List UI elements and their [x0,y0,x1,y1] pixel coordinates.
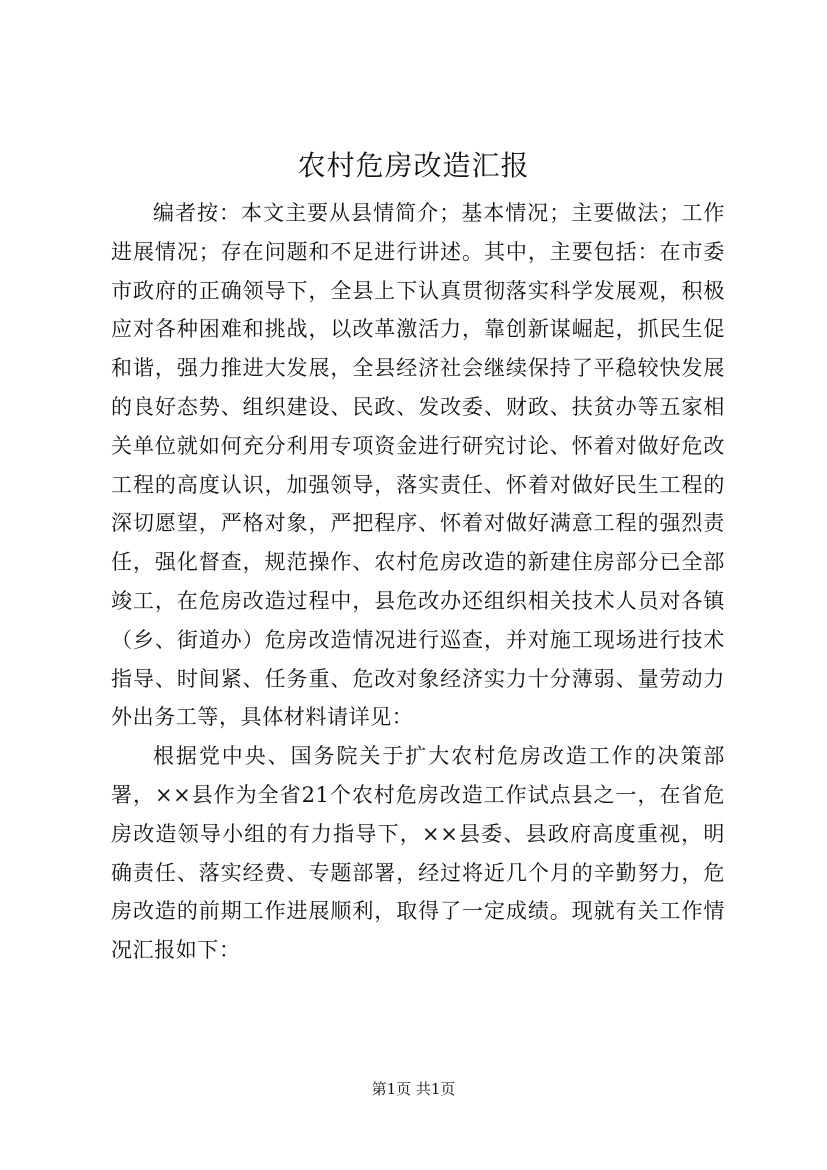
page-footer [0,1079,827,1099]
paragraph-intro: 根据党中央、国务院关于扩大农村危房改造工作的决策部署，××县作为全省21个农村危房改造工作试点县之一，在省危房改造领导小组的有力指导下，××县委、县政府高度重视，明确责任、落实经费、专题部署，经过将近几个月的辛勤努力，危房改造的前期工作进展顺利，取得了一定成绩。现就有关工作情况汇报如下： [111,744,725,963]
document-body [111,194,725,970]
document-title: 农村危房改造汇报 [297,149,530,182]
paragraph-editor-note: 编者按：本文主要从县情简介；基本情况；主要做法；工作进展情况；存在问题和不足进行讲述。其中，主要包括：在市委市政府的正确领导下，全县上下认真贯彻落实科学发展观，积极应对各种困难和挑战，以改革激活力，靠创新谋崛起，抓民生促和谐，强力推进大发展，全县经济社会继续保持了平稳较快发展的良好态势、组织建设、民政、发改委、财政、扶贫办等五家相关单位就如何充分利用专项资金进行研究讨论、怀着对做好危改工程的高度认识，加强领导，落实责任、怀着对做好民生工程的深切愿望，严格对象，严把程序、怀着对做好满意工程的强烈责任，强化督查，规范操作、农村危房改造的新建住房部分已全部竣工，在危房改造过程中，县危改办还组织相关技术人员对各镇（乡、街道办）危房改造情况进行巡查，并对施工现场进行技术指导、时间紧、任务重、危改对象经济实力十分薄弱、量劳动力外出务工等，具体材料请详见： [111,201,725,730]
page-number-label: 第1页 共1页 [371,1080,456,1098]
